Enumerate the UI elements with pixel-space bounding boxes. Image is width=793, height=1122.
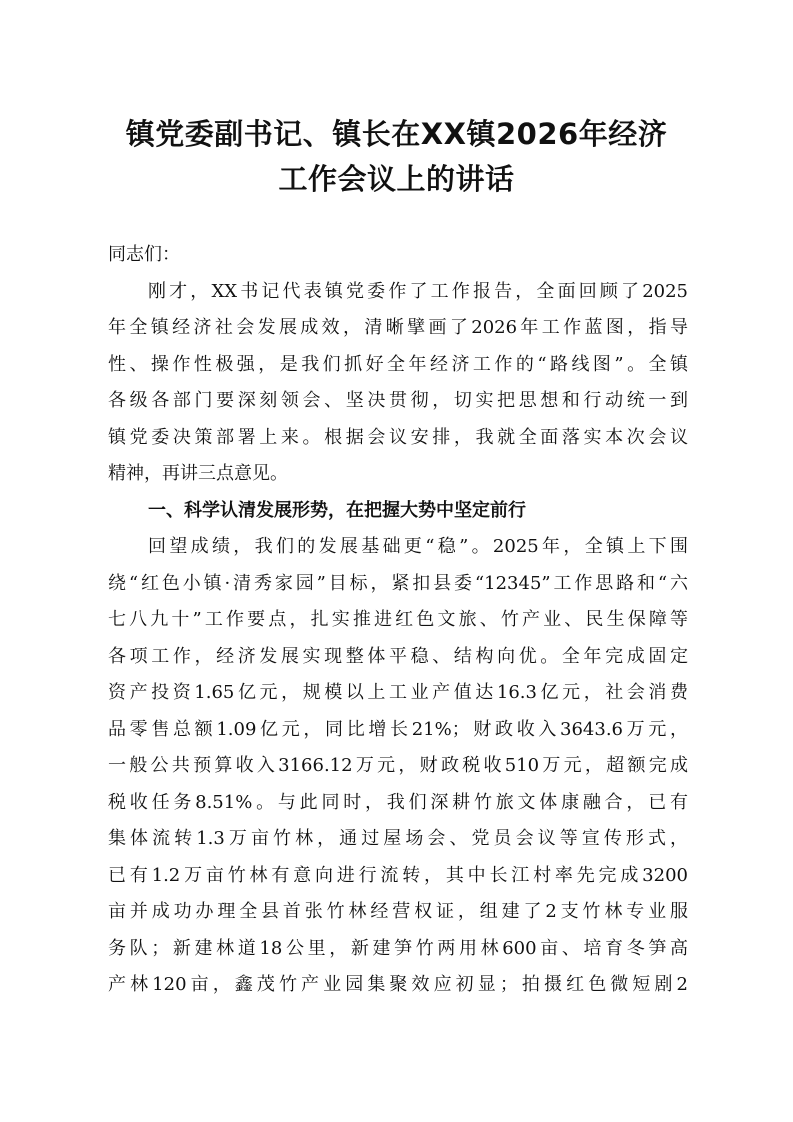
document-body <box>108 237 688 1004</box>
salutation: 同志们： <box>108 244 180 265</box>
paragraph-line: 亩并成功办理全县首张竹林经营权证，组建了2支竹林专业服 <box>108 901 688 922</box>
paragraph-line: 资产投资1.65亿元，规模以上工业产值达16.3亿元，社会消费 <box>108 682 688 703</box>
title-line-2: 工作会议上的讲话 <box>278 162 515 196</box>
paragraph-line: 各项工作，经济发展实现整体平稳、结构向优。全年完成固定 <box>108 645 688 667</box>
paragraph-line: 品零售总额1.09亿元，同比增长21%；财政收入3643.6万元， <box>108 718 688 740</box>
paragraph-line: 税收任务8.51%。与此同时，我们深耕竹旅文体康融合，已有 <box>108 791 688 813</box>
document-title <box>100 112 693 202</box>
paragraph-line: 绕“红色小镇·清秀家园”目标，紧扣县委“12345”工作思路和“六 <box>108 572 688 594</box>
section-heading: 一、科学认清发展形势，在把握大势中坚定前行 <box>148 499 526 521</box>
paragraph-line: 镇党委决策部署上来。根据会议安排，我就全面落实本次会议 <box>108 426 688 448</box>
paragraph-line: 年全镇经济社会发展成效，清晰擘画了2026年工作蓝图，指导 <box>108 317 688 338</box>
paragraph-line: 回望成绩，我们的发展基础更“稳”。2025年，全镇上下围 <box>148 536 688 557</box>
paragraph-line: 务队；新建林道18公里，新建笋竹两用林600亩、培育冬笋高 <box>108 937 688 959</box>
paragraph-line: 集体流转1.3万亩竹林，通过屋场会、党员会议等宣传形式， <box>108 828 688 849</box>
paragraph-line: 七八九十”工作要点，扎实推进红色文旅、竹产业、民生保障等 <box>108 609 688 630</box>
paragraph-line: 产林120亩，鑫茂竹产业园集聚效应初显；拍摄红色微短剧2 <box>108 974 688 995</box>
paragraph-line: 一般公共预算收入3166.12万元，财政税收510万元，超额完成 <box>108 755 688 776</box>
paragraph-line: 各级各部门要深刻领会、坚决贯彻，切实把思想和行动统一到 <box>108 390 688 411</box>
paragraph-line: 已有1.2万亩竹林有意向进行流转，其中长江村率先完成3200 <box>108 864 688 886</box>
paragraph-line: 刚才，XX书记代表镇党委作了工作报告，全面回顾了2025 <box>148 280 688 302</box>
title-line-1: 镇党委副书记、镇长在XX镇2026年经济 <box>125 117 668 151</box>
paragraph-line: 性、操作性极强，是我们抓好全年经济工作的“路线图”。全镇 <box>108 353 688 375</box>
paragraph-line: 精神，再讲三点意见。 <box>108 463 288 484</box>
